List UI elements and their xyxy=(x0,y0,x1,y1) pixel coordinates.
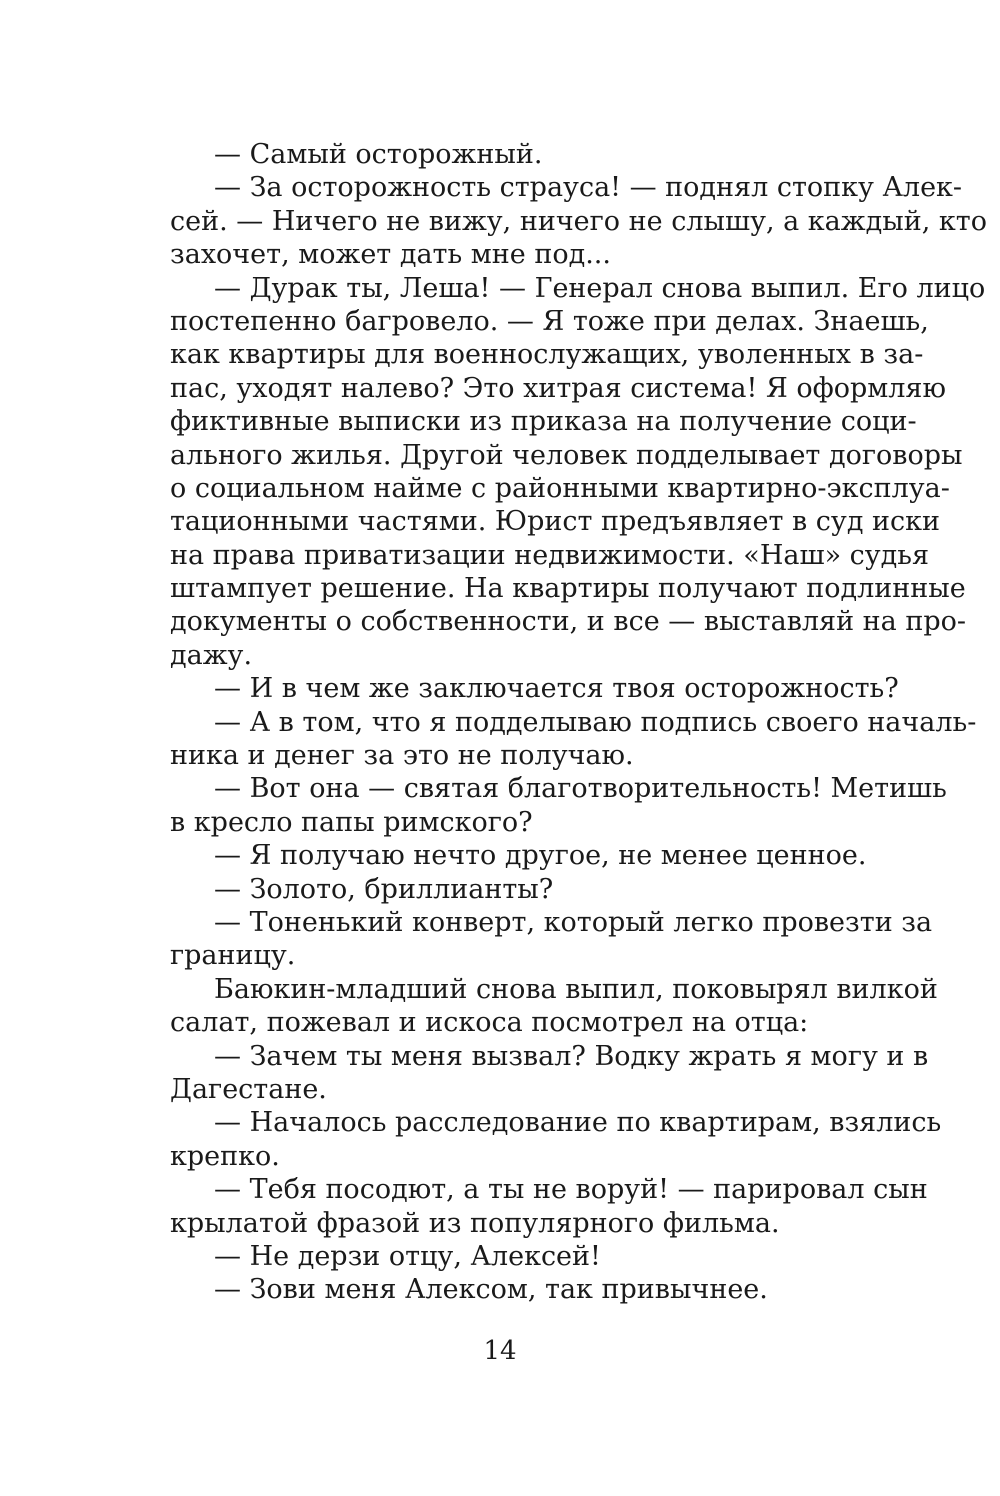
text-line: — Началось расследование по квартирам, взялись xyxy=(214,1107,942,1139)
text-line: крылатой фразой из популярного фильма. xyxy=(170,1207,780,1239)
text-line: тационными частями. Юрист предъявляет в суд иски xyxy=(170,506,941,538)
text-line: штампует решение. На квартиры получают подлинные xyxy=(170,573,966,605)
text-line: — Вот она — святая благотворительность! Метишь xyxy=(214,773,947,805)
text-line: — Самый осторожный. xyxy=(214,139,543,170)
text-line: Баюкин-младший снова выпил, поковырял вилкой xyxy=(214,973,938,1005)
text-line: — Я получаю нечто другое, не менее ценное. xyxy=(214,840,867,872)
text-line: — Золото, бриллианты? xyxy=(214,873,554,905)
text-line: ального жилья. Другой человек подделывает договоры xyxy=(170,439,963,471)
text-line: салат, пожевал и искоса посмотрел на отца: xyxy=(170,1007,809,1039)
text-line: как квартиры для военнослужащих, уволенных в за- xyxy=(170,339,924,371)
text-line: Дагестане. xyxy=(170,1073,327,1105)
text-line: — И в чем же заключается твоя осторожность? xyxy=(214,673,899,705)
text-line: — Зачем ты меня вызвал? Водку жрать я могу и в xyxy=(214,1040,929,1072)
text-line: о социальном найме с районными квартирно-эксплуа- xyxy=(170,472,950,504)
text-line: на права приватизации недвижимости. «Наш» судья xyxy=(170,539,930,571)
text-line: документы о собственности, и все — выставляй на про- xyxy=(170,606,966,638)
text-line: — Тебя посодют, а ты не воруй! — парировал сын xyxy=(214,1174,928,1206)
text-line: постепенно багровело. — Я тоже при делах. Знаешь, xyxy=(170,305,929,337)
text-line: — Не дерзи отцу, Алексей! xyxy=(214,1240,601,1272)
text-line: границу. xyxy=(170,940,296,972)
text-line: в кресло папы римского? xyxy=(170,806,533,838)
text-line: ника и денег за это не получаю. xyxy=(170,740,634,772)
text-line: крепко. xyxy=(170,1140,280,1172)
body-text xyxy=(170,138,987,1307)
text-line: фиктивные выписки из приказа на получение соци- xyxy=(170,406,917,438)
text-line: сей. — Ничего не вижу, ничего не слышу, а каждый, кто xyxy=(170,205,987,237)
text-line: захочет, может дать мне под... xyxy=(170,239,611,271)
text-line: — Дурак ты, Леша! — Генерал снова выпил. Его лицо xyxy=(214,272,986,304)
text-line: — А в том, что я подделываю подпись своего началь- xyxy=(214,706,977,738)
text-line: — Зови меня Алексом, так привычнее. xyxy=(214,1274,768,1306)
text-line: пас, уходят налево? Это хитрая система! Я оформляю xyxy=(170,372,946,404)
page-number: 14 xyxy=(483,1336,517,1366)
text-line: дажу. xyxy=(170,639,253,671)
text-line: — Тоненький конверт, который легко провезти за xyxy=(214,906,933,938)
text-line: — За осторожность страуса! — поднял стопку Алек- xyxy=(214,172,963,204)
